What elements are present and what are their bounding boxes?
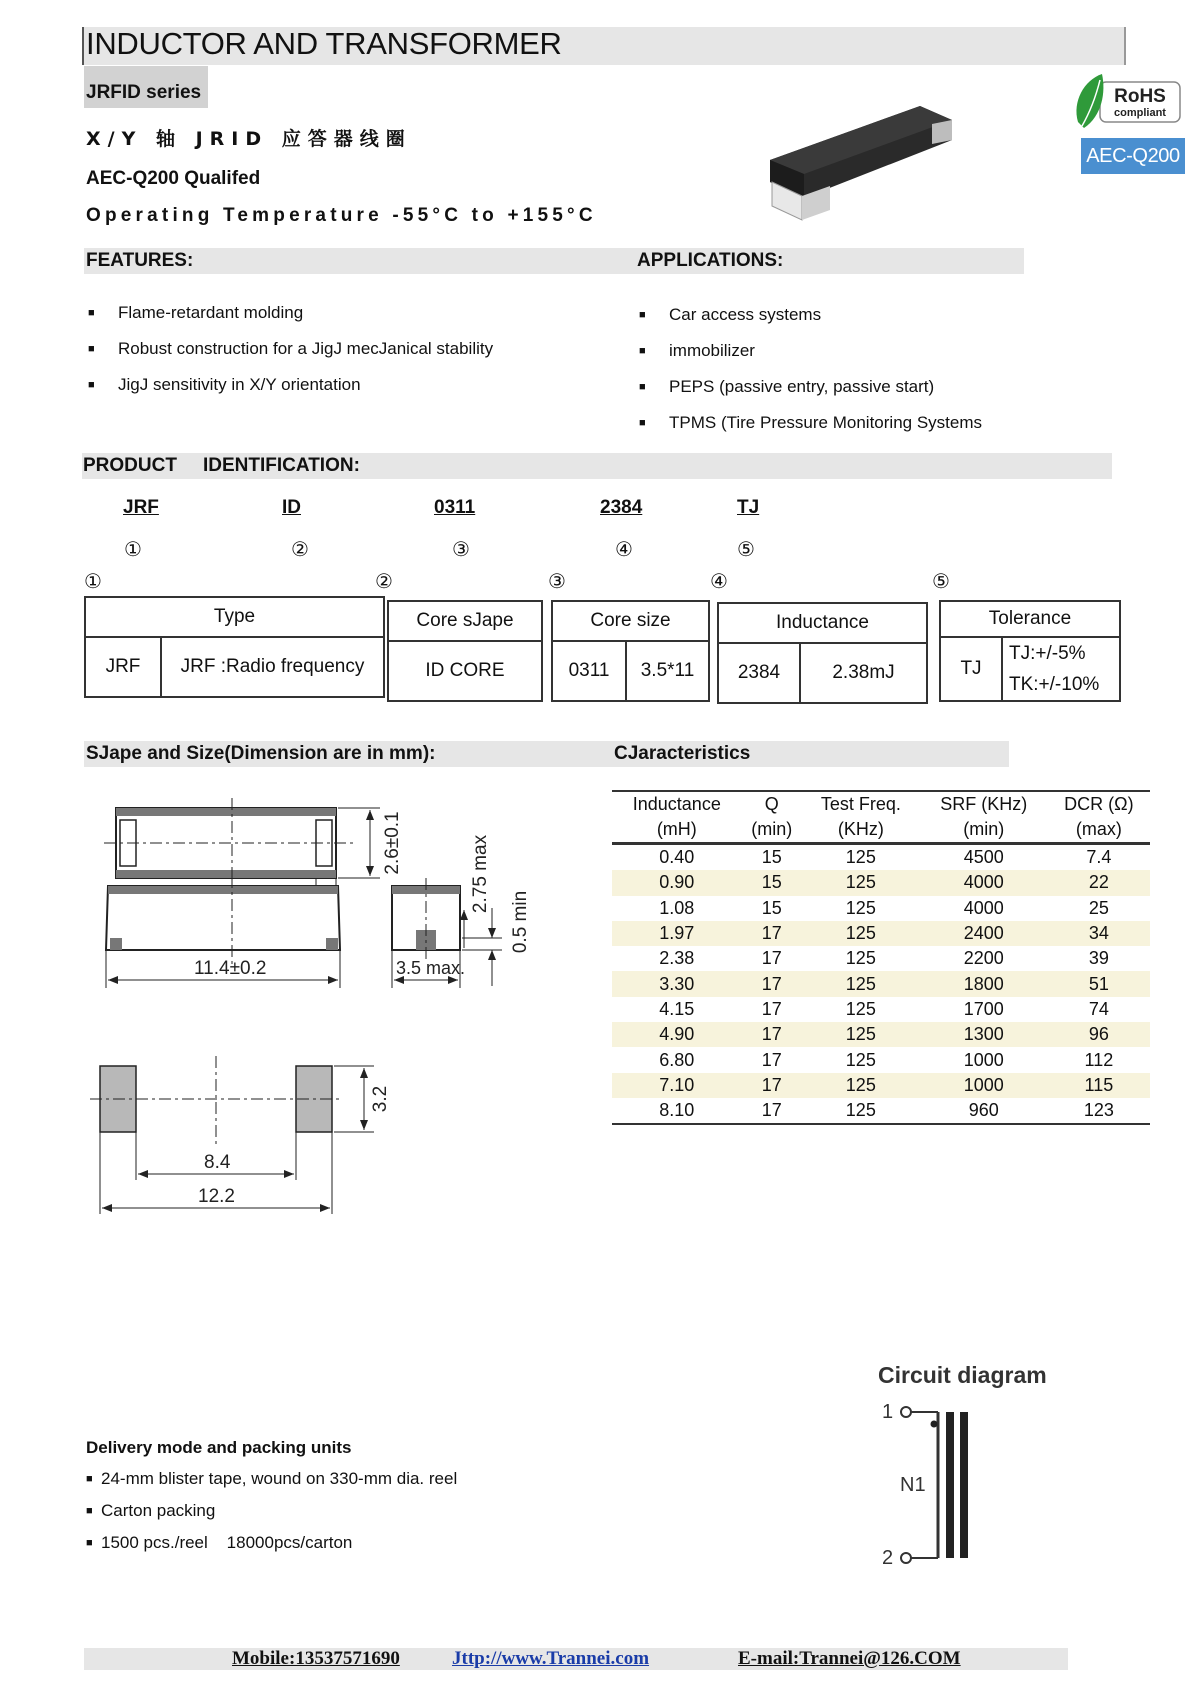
table-cell: 7.10 — [612, 1073, 742, 1098]
table-mark: ① — [84, 569, 102, 593]
dim-min-gap: 0.5 min — [510, 890, 531, 954]
delivery-item: ■ 24-mm blister tape, wound on 330-mm dia. reel — [86, 1469, 457, 1489]
table-cell: 15 — [761, 847, 782, 868]
col-unit-q: (min) — [742, 817, 802, 844]
table-cell: 1.97 — [612, 921, 742, 946]
table-mark: ② — [375, 569, 393, 593]
pid-mark: ⑤ — [737, 537, 755, 561]
table-cell: 125 — [845, 1049, 876, 1070]
table-cell: 17 — [761, 1049, 782, 1070]
table-cell: 39 — [1088, 948, 1109, 969]
table-cell: 1700 — [963, 998, 1004, 1019]
type-code: JRF — [85, 637, 161, 697]
delivery-title: Delivery mode and packing units — [86, 1438, 352, 1457]
pid-mark: ③ — [452, 537, 470, 561]
features-bar — [84, 248, 1024, 274]
table-cell: 125 — [802, 1022, 920, 1047]
table-cell: 123 — [1048, 1098, 1150, 1124]
col-unit-dcr: (max) — [1048, 817, 1150, 844]
pid-code-tolerance: TJ — [737, 497, 760, 518]
application-item: ■ PEPS (passive entry, passive start) — [639, 377, 934, 397]
table-cell: 0.90 — [612, 870, 742, 895]
col-header-srf: SRF (KHz) — [940, 794, 1028, 814]
table-cell: 17 — [742, 921, 802, 946]
inductance-header: Inductance — [718, 603, 927, 643]
table-cell: 51 — [1048, 971, 1150, 996]
core-shape-value: ID CORE — [388, 641, 542, 701]
table-cell: 96 — [1048, 1022, 1150, 1047]
table-cell: 2400 — [920, 921, 1048, 946]
table-cell: 115 — [1048, 1073, 1150, 1098]
characteristics-table — [612, 790, 1150, 1125]
table-cell: 17 — [761, 948, 782, 969]
type-table — [84, 596, 385, 698]
pin-1-label: 1 — [882, 1401, 894, 1423]
dim-length: 11.4±0.2 — [194, 958, 267, 979]
table-mark: ④ — [710, 569, 728, 593]
tolerance-value-2: TK:+/-10% — [1009, 674, 1100, 695]
table-row — [612, 946, 1150, 971]
rohs-badge — [1072, 72, 1182, 134]
table-cell: 125 — [802, 1073, 920, 1098]
dim-pad-inner: 8.4 — [204, 1152, 231, 1173]
table-cell: 17 — [742, 1073, 802, 1098]
dim-pad-height: 3.2 — [370, 1085, 391, 1113]
pid-code-core-size: 0311 — [434, 497, 476, 518]
table-cell: 125 — [845, 998, 876, 1019]
table-cell: 7.4 — [1086, 847, 1112, 868]
tolerance-code: TJ — [940, 637, 1002, 701]
tolerance-value-1: TJ:+/-5% — [1009, 643, 1086, 664]
table-cell: 15 — [761, 897, 782, 918]
core-shape-header: Core sJape — [388, 601, 542, 641]
application-item: ■ Car access systems — [639, 305, 821, 325]
inductance-value: 2.38mJ — [800, 643, 927, 703]
core-size-code: 0311 — [552, 641, 626, 701]
table-cell: 125 — [802, 870, 920, 895]
table-cell: 4000 — [963, 897, 1004, 918]
application-item: ■ TPMS (Tire Pressure Monitoring Systems — [639, 413, 982, 433]
table-cell: 74 — [1088, 998, 1109, 1019]
dim-width: 3.5 max. — [396, 958, 466, 978]
table-cell: 22 — [1048, 870, 1150, 895]
table-cell: 17 — [742, 1022, 802, 1047]
delivery-item: ■ 1500 pcs./reel 18000pcs/carton — [86, 1533, 352, 1553]
table-cell: 125 — [845, 847, 876, 868]
table-cell: 17 — [742, 1098, 802, 1124]
polarity-dot — [931, 1421, 938, 1428]
table-row — [612, 1073, 1150, 1098]
col-unit-srf: (min) — [920, 817, 1048, 844]
pin-2-terminal — [901, 1553, 911, 1563]
table-cell: 6.80 — [659, 1049, 695, 1070]
table-cell: 1800 — [920, 971, 1048, 996]
inductance-code: 2384 — [718, 643, 800, 703]
dim-pad-outer: 12.2 — [198, 1186, 235, 1207]
operating-temperature: Operating Temperature -55°C to +155°C — [86, 205, 597, 226]
table-cell: 25 — [1088, 897, 1109, 918]
table-row — [612, 921, 1150, 946]
dim-max-height: 2.75 max — [470, 834, 491, 914]
characteristics-heading: CJaracteristics — [614, 743, 751, 764]
table-cell: 4500 — [963, 847, 1004, 868]
table-row — [612, 1098, 1150, 1124]
pid-mark: ④ — [615, 537, 633, 561]
table-cell: 3.30 — [612, 971, 742, 996]
pin-1-terminal — [901, 1407, 911, 1417]
table-cell: 1300 — [920, 1022, 1048, 1047]
feature-item: ■ JigJ sensitivity in X/Y orientation — [88, 375, 361, 395]
table-cell: 4000 — [920, 870, 1048, 895]
product-id-heading-a: PRODUCT — [83, 455, 177, 476]
core-size-table — [551, 600, 710, 702]
table-row — [612, 1047, 1150, 1072]
type-desc: JRF :Radio frequency — [161, 637, 384, 697]
component-photo — [760, 98, 960, 228]
table-cell: 112 — [1084, 1049, 1114, 1070]
pid-code-inductance: 2384 — [600, 497, 643, 518]
rohs-title: RoHS — [1114, 86, 1166, 107]
table-cell: 8.10 — [612, 1098, 742, 1124]
shape-heading: SJape and Size(Dimension are in mm): — [86, 743, 436, 764]
core-shape-table — [387, 600, 543, 702]
application-item: ■ immobilizer — [639, 341, 755, 361]
feature-item: ■ Flame-retardant molding — [88, 303, 303, 323]
tolerance-header: Tolerance — [940, 601, 1120, 637]
col-header-inductance: Inductance — [632, 794, 721, 814]
table-row — [612, 844, 1150, 871]
table-row — [612, 1022, 1150, 1047]
table-cell: 4.15 — [659, 998, 695, 1019]
table-row — [612, 896, 1150, 921]
qualification-line: AEC-Q200 Qualifed — [86, 168, 261, 189]
delivery-item: ■ Carton packing — [86, 1501, 215, 1521]
footer-website-link[interactable]: Jttp://www.Trannei.com — [452, 1648, 650, 1669]
table-cell: 125 — [845, 948, 876, 969]
winding-label: N1 — [900, 1474, 926, 1496]
core-bar — [946, 1412, 954, 1558]
table-mark: ③ — [548, 569, 566, 593]
footer-email: E-mail:Trannei@126.COM — [738, 1648, 961, 1669]
col-unit-inductance: (mH) — [612, 817, 742, 844]
core-bar — [960, 1412, 968, 1558]
col-header-q: Q — [764, 794, 779, 814]
col-header-dcr: DCR (Ω) — [1064, 794, 1134, 814]
circuit-title: Circuit diagram — [878, 1362, 1047, 1388]
table-cell: 17 — [761, 998, 782, 1019]
core-size-header: Core size — [552, 601, 709, 641]
table-cell: 125 — [802, 971, 920, 996]
table-cell: 1000 — [963, 1049, 1004, 1070]
table-cell: 0.40 — [659, 847, 695, 868]
tolerance-table — [939, 600, 1121, 702]
table-cell: 960 — [920, 1098, 1048, 1124]
pid-mark: ② — [291, 537, 309, 561]
table-cell: 125 — [802, 1098, 920, 1124]
table-mark: ⑤ — [932, 569, 950, 593]
aec-q200-badge: AEC-Q200 — [1081, 138, 1185, 174]
table-cell: 1000 — [920, 1073, 1048, 1098]
table-cell: 15 — [742, 870, 802, 895]
page-title: INDUCTOR AND TRANSFORMER — [86, 26, 562, 61]
dim-height: 2.6±0.1 — [382, 811, 403, 875]
pid-mark: ① — [124, 537, 142, 561]
rohs-sub: compliant — [1114, 107, 1166, 119]
table-cell: 17 — [742, 971, 802, 996]
features-heading: FEATURES: — [86, 250, 194, 271]
pid-code-type: JRF — [123, 497, 159, 518]
table-row — [612, 971, 1150, 996]
table-cell: 2200 — [963, 948, 1004, 969]
footer-mobile: Mobile:13537571690 — [232, 1648, 400, 1669]
series-label: JRFID series — [86, 82, 202, 103]
table-cell: 34 — [1048, 921, 1150, 946]
col-header-test-freq: Test Freq. — [820, 794, 901, 814]
product-id-heading-b: IDENTIFICATION: — [203, 455, 360, 476]
pid-code-core-shape: ID — [282, 497, 301, 518]
table-cell: 125 — [802, 921, 920, 946]
pin-2-label: 2 — [882, 1547, 894, 1569]
chinese-subtitle: X/Y 轴 JRID 应答器线圈 — [86, 128, 412, 150]
table-cell: 2.38 — [659, 948, 695, 969]
table-cell: 125 — [845, 897, 876, 918]
circuit-diagram — [870, 1395, 1010, 1575]
table-row — [612, 870, 1150, 895]
table-cell: 4.90 — [612, 1022, 742, 1047]
col-unit-test-freq: (KHz) — [802, 817, 920, 844]
dimension-drawing — [90, 790, 580, 1250]
core-size-value: 3.5*11 — [626, 641, 709, 701]
feature-item: ■ Robust construction for a JigJ mecJanical stability — [88, 339, 493, 359]
type-header: Type — [85, 597, 384, 637]
table-cell: 1.08 — [659, 897, 695, 918]
table-row — [612, 997, 1150, 1022]
inductance-table — [717, 602, 928, 704]
applications-heading: APPLICATIONS: — [637, 250, 784, 271]
